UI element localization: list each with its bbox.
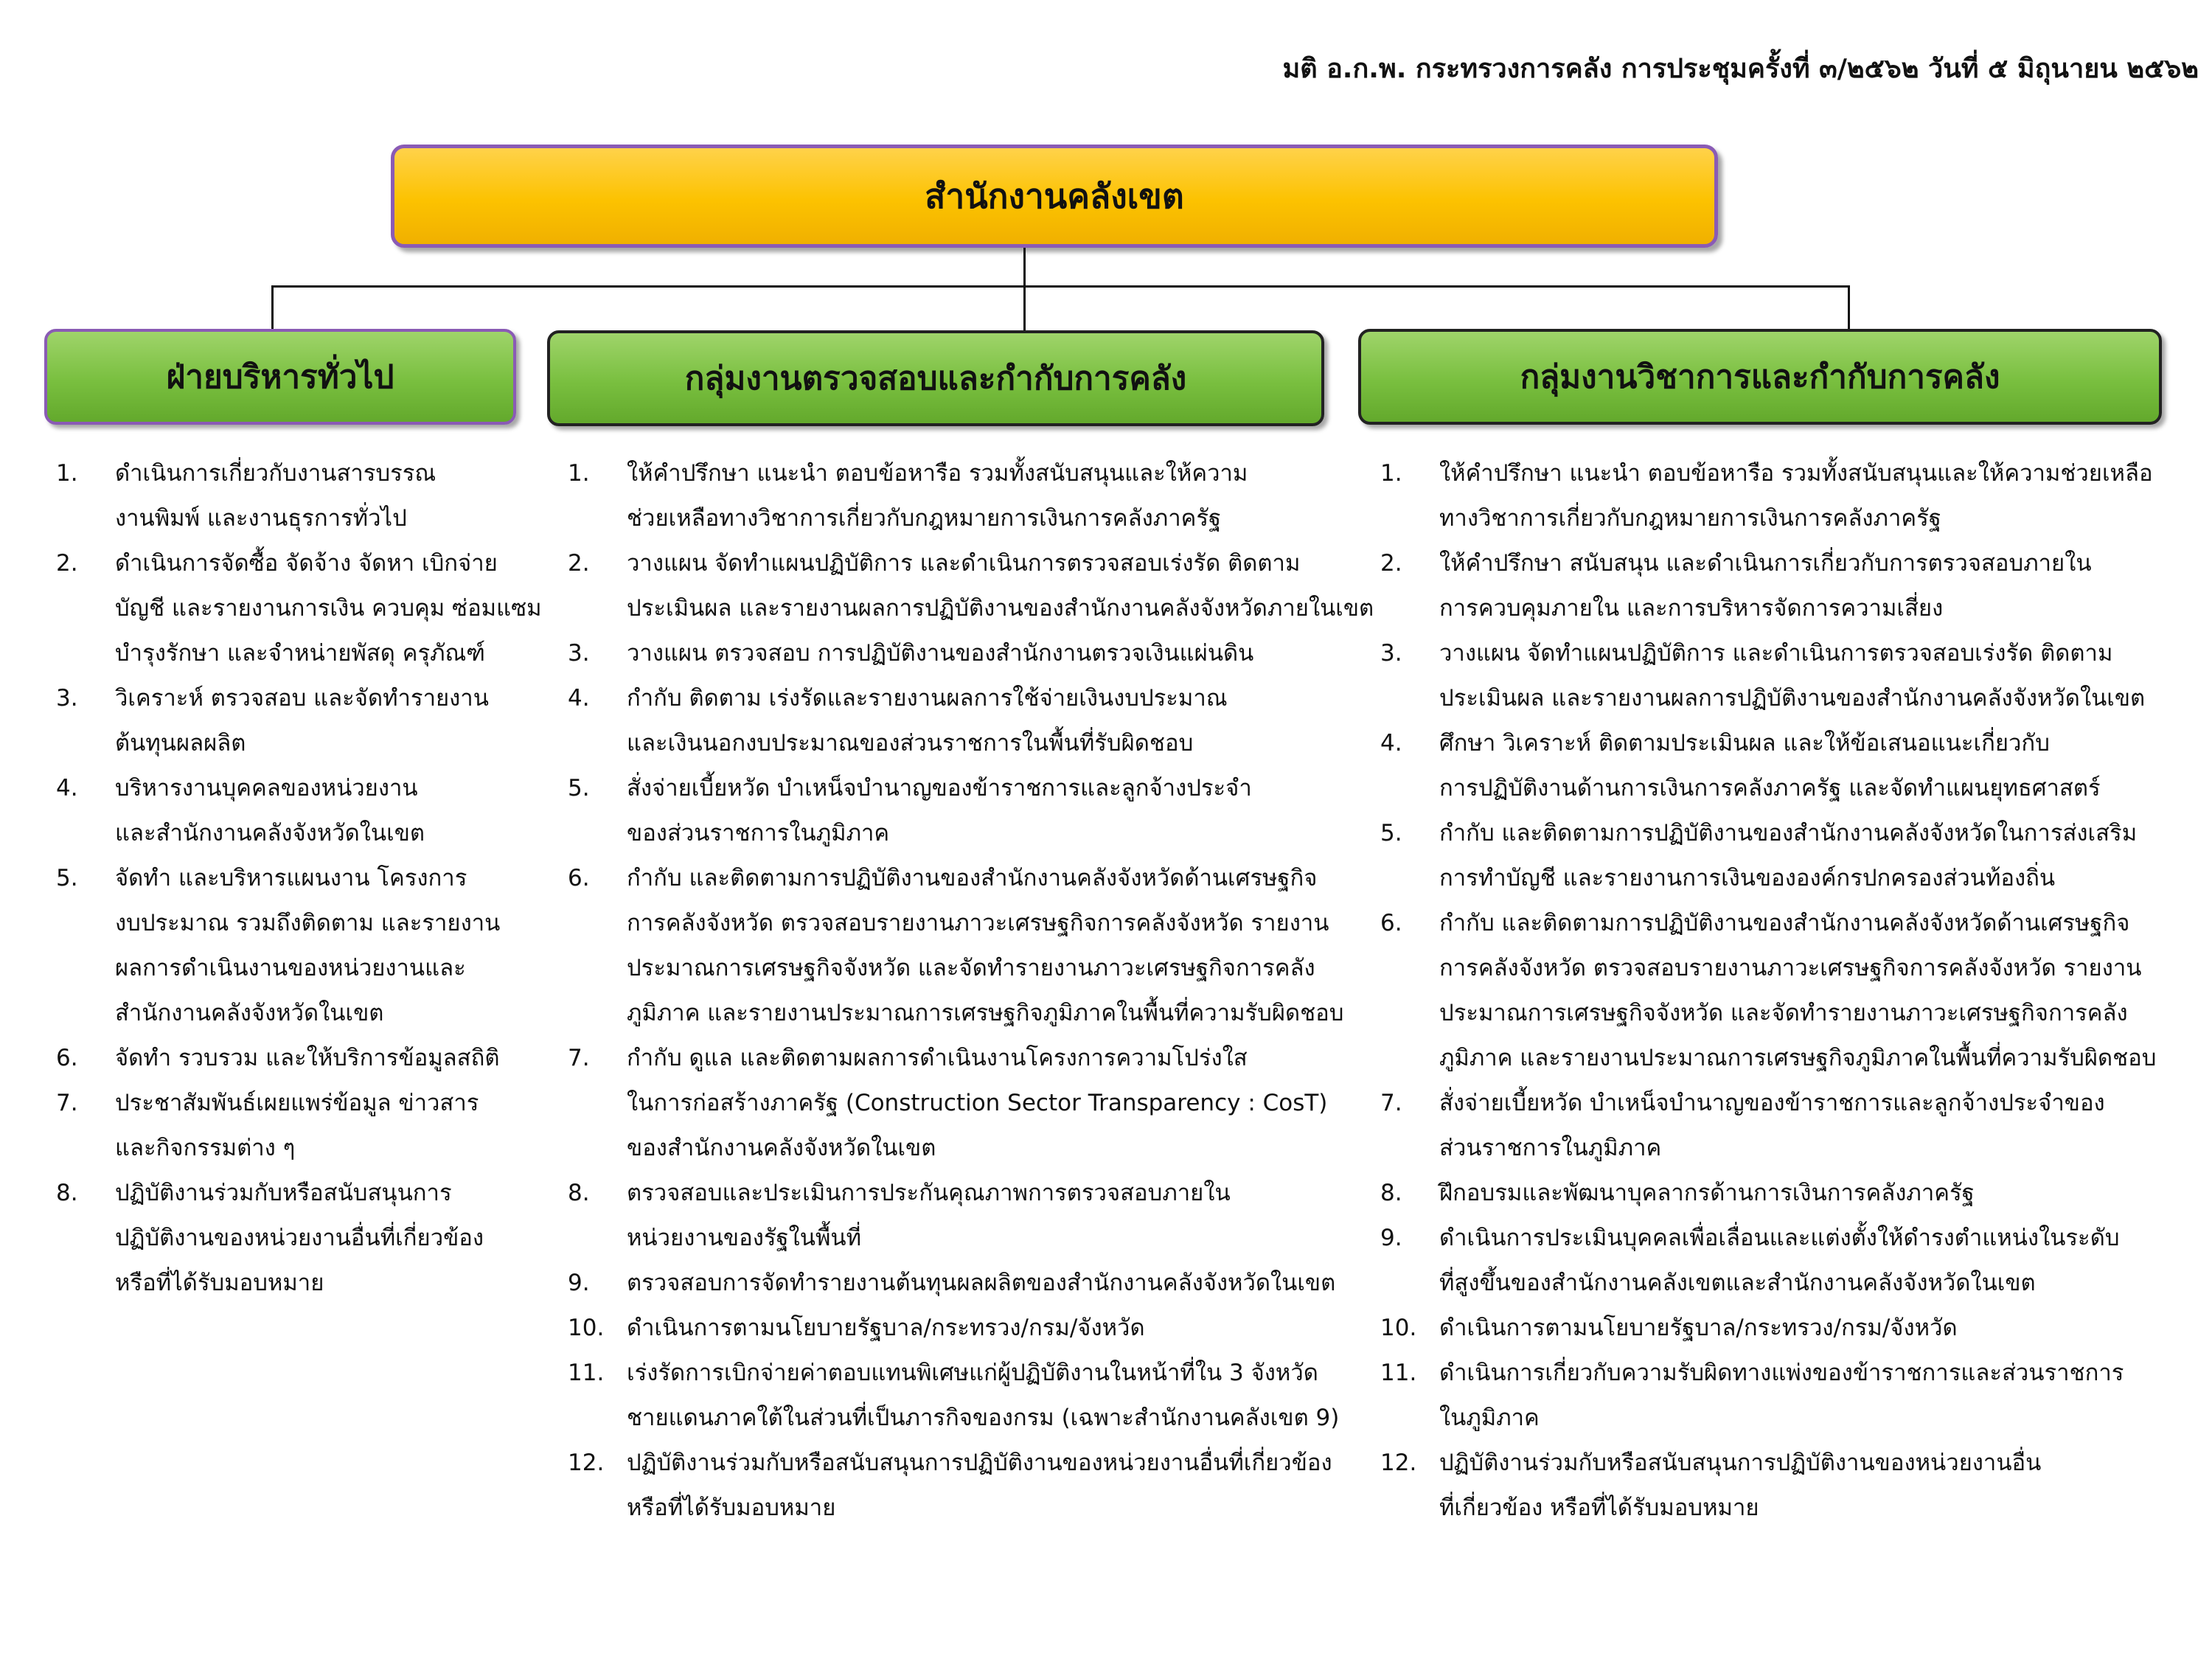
duty-item-number: 6.: [568, 865, 590, 891]
duty-item-number: 12.: [1380, 1450, 1417, 1476]
duty-item-text-line: บริหารงานบุคคลของหน่วยงาน: [115, 775, 418, 801]
duty-item-text-line: ตรวจสอบและประเมินการประกันคุณภาพการตรวจสอบภายใน: [627, 1180, 1231, 1206]
duty-item: [568, 1351, 1349, 1441]
duty-item: [568, 541, 1374, 631]
duty-item: [568, 1261, 1349, 1306]
duty-item: [1380, 1216, 2177, 1306]
duty-item-text-line: หรือที่ได้รับมอบหมาย: [115, 1270, 324, 1296]
duty-item-text-line: ดำเนินการเกี่ยวกับความรับผิดทางแพ่งของข้าราชการและส่วนราชการ: [1439, 1360, 2124, 1386]
duty-item-text-line: ภูมิภาค และรายงานประมาณการเศรษฐกิจภูมิภาคในพื้นที่ความรับผิดชอบ: [627, 1000, 1344, 1026]
duty-item: [56, 676, 528, 766]
duty-item-number: 9.: [1380, 1225, 1402, 1251]
duty-item: [56, 541, 542, 676]
duty-item: [1380, 631, 2177, 721]
duty-item-text-line: ปฏิบัติงานของหน่วยงานอื่นที่เกี่ยวข้อง: [115, 1225, 484, 1251]
duty-item-number: 6.: [56, 1045, 78, 1071]
unit-audit-and-fiscal-supervision: [547, 330, 1324, 426]
duty-item: [56, 1171, 528, 1306]
duty-item-text-line: ประเมินผล และรายงานผลการปฏิบัติงานของสำนักงานคลังจังหวัดในเขต: [1439, 685, 2146, 712]
unit-label: กลุ่มงานตรวจสอบและกำกับการคลัง: [684, 360, 1187, 397]
duty-item: [568, 451, 1349, 541]
duty-item-text-line: ชายแดนภาคใต้ในส่วนที่เป็นภารกิจของกรม (เฉพาะสำนักงานคลังเขต 9): [627, 1405, 1340, 1431]
duty-item-text-line: ปฏิบัติงานร่วมกับหรือสนับสนุนการปฏิบัติงานของหน่วยงานอื่นที่เกี่ยวข้อง: [627, 1450, 1332, 1476]
duty-item: [1380, 1441, 2177, 1531]
duty-item-number: 3.: [568, 640, 590, 667]
duty-item: [568, 856, 1349, 1036]
duty-item-text-line: และกิจกรรมต่าง ๆ: [115, 1135, 296, 1161]
connector-left-down: [271, 285, 274, 330]
duty-item-text-line: ประมาณการเศรษฐกิจจังหวัด และจัดทำรายงานภาวะเศรษฐกิจการคลัง: [1439, 1000, 2128, 1026]
duty-item-text-line: หน่วยงานของรัฐในพื้นที่: [627, 1225, 862, 1251]
duty-item-text-line: งานพิมพ์ และงานธุรการทั่วไป: [115, 505, 407, 532]
duty-item-text-line: การปฏิบัติงานด้านการเงินการคลังภาครัฐ และจัดทำแผนยุทธศาสตร์: [1439, 775, 2101, 801]
duty-item-text-line: ทางวิชาการเกี่ยวกับกฎหมายการเงินการคลังภาครัฐ: [1439, 505, 1941, 532]
duty-item-text-line: หรือที่ได้รับมอบหมาย: [627, 1495, 836, 1521]
duty-item-text-line: ภูมิภาค และรายงานประมาณการเศรษฐกิจภูมิภาคในพื้นที่ความรับผิดชอบ: [1439, 1045, 2157, 1071]
duty-item: [56, 856, 528, 1036]
duty-item-text-line: และเงินนอกงบประมาณของส่วนราชการในพื้นที่รับผิดชอบ: [627, 730, 1194, 757]
duty-item: [56, 1036, 528, 1081]
duty-item-text-line: สั่งจ่ายเบี้ยหวัด บำเหน็จบำนาญของข้าราชการและลูกจ้างประจำของ: [1439, 1090, 2105, 1116]
duty-item-text-line: ศึกษา วิเคราะห์ ติดตามประเมินผล และให้ข้อเสนอแนะเกี่ยวกับ: [1439, 730, 2050, 757]
duty-item: [1380, 451, 2177, 541]
duty-item-text-line: ช่วยเหลือทางวิชาการเกี่ยวกับกฎหมายการเงินการคลังภาครัฐ: [627, 505, 1222, 532]
duty-item: [568, 766, 1349, 856]
duty-item-text-line: ของส่วนราชการในภูมิภาค: [627, 820, 890, 846]
duty-item: [1380, 1351, 2177, 1441]
duty-item-text-line: สำนักงานคลังจังหวัดในเขต: [115, 1000, 384, 1026]
duty-item-number: 5.: [1380, 820, 1402, 846]
duties-list-general-administration: [56, 451, 542, 1306]
duty-item-number: 5.: [568, 775, 590, 801]
duty-item: [568, 631, 1349, 676]
unit-label: ฝ่ายบริหารทั่วไป: [166, 358, 394, 396]
duty-item-number: 7.: [1380, 1090, 1402, 1116]
duty-item-text-line: และสำนักงานคลังจังหวัดในเขต: [115, 820, 425, 846]
meeting-resolution-note: มติ อ.ก.พ. กระทรวงการคลัง การประชุมครั้งที่ ๓/๒๕๖๒ วันที่ ๕ มิถุนายน ๒๕๖๒: [1282, 54, 2199, 84]
duty-item-text-line: สั่งจ่ายเบี้ยหวัด บำเหน็จบำนาญของข้าราชการและลูกจ้างประจำ: [627, 775, 1252, 801]
duty-item-number: 1.: [1380, 460, 1402, 487]
root-node-label: สำนักงานคลังเขต: [925, 175, 1184, 216]
duty-item-text-line: จัดทำ และบริหารแผนงาน โครงการ: [115, 865, 467, 891]
duty-item-number: 4.: [568, 685, 590, 712]
duty-item: [568, 1306, 1349, 1351]
duty-item-text-line: ฝึกอบรมและพัฒนาบุคลากรด้านการเงินการคลังภาครัฐ: [1439, 1180, 1975, 1206]
duty-item-text-line: ดำเนินการประเมินบุคคลเพื่อเลื่อนและแต่งตั้งให้ดำรงตำแหน่งในระดับ: [1439, 1225, 2120, 1251]
duty-item-number: 6.: [1380, 910, 1402, 936]
duty-item-number: 8.: [1380, 1180, 1402, 1206]
duty-item-text-line: วางแผน จัดทำแผนปฏิบัติการ และดำเนินการตรวจสอบเร่งรัด ติดตาม: [1439, 640, 2113, 667]
duty-item-text-line: ที่เกี่ยวข้อง หรือที่ได้รับมอบหมาย: [1439, 1495, 1759, 1521]
duty-item-text-line: การคลังจังหวัด ตรวจสอบรายงานภาวะเศรษฐกิจการคลังจังหวัด รายงาน: [1439, 955, 2142, 981]
duties-list-academic-and-fiscal-supervision: [1380, 451, 2177, 1531]
connector-root-down: [1023, 248, 1026, 330]
duty-item: [1380, 1306, 2177, 1351]
duty-item-text-line: ประมาณการเศรษฐกิจจังหวัด และจัดทำรายงานภาวะเศรษฐกิจการคลัง: [627, 955, 1315, 981]
duty-item-number: 3.: [56, 685, 78, 712]
duty-item-number: 7.: [56, 1090, 78, 1116]
duty-item-text-line: จัดทำ รวบรวม และให้บริการข้อมูลสถิติ: [115, 1045, 500, 1071]
duty-item-text-line: กำกับ ดูแล และติดตามผลการดำเนินงานโครงการความโปร่งใส: [627, 1045, 1248, 1071]
duty-item-text-line: กำกับ และติดตามการปฏิบัติงานของสำนักงานคลังจังหวัดในการส่งเสริม: [1439, 820, 2138, 846]
duty-item-text-line: งบประมาณ รวมถึงติดตาม และรายงาน: [115, 910, 501, 936]
duty-item: [1380, 1081, 2177, 1171]
duty-item-text-line: ให้คำปรึกษา แนะนำ ตอบข้อหารือ รวมทั้งสนับสนุนและให้ความ: [627, 460, 1248, 487]
duty-item-text-line: ประเมินผล และรายงานผลการปฏิบัติงานของสำนักงานคลังจังหวัดภายในเขต: [627, 595, 1374, 622]
duty-item-text-line: กำกับ และติดตามการปฏิบัติงานของสำนักงานคลังจังหวัดด้านเศรษฐกิจ: [627, 865, 1318, 891]
duty-item-number: 3.: [1380, 640, 1402, 667]
duty-item-number: 2.: [56, 550, 78, 577]
duty-item-text-line: กำกับ ติดตาม เร่งรัดและรายงานผลการใช้จ่ายเงินงบประมาณ: [627, 685, 1228, 712]
duty-item-text-line: ต้นทุนผลผลิต: [115, 730, 246, 757]
duty-item-text-line: ในการก่อสร้างภาครัฐ (Construction Sector Transparency : CosT): [627, 1090, 1328, 1116]
duty-item-number: 7.: [568, 1045, 590, 1071]
duty-item-number: 2.: [1380, 550, 1402, 577]
duty-item: [1380, 901, 2177, 1081]
duty-item-text-line: การควบคุมภายใน และการบริหารจัดการความเสี่ยง: [1439, 595, 1944, 622]
duty-item-text-line: กำกับ และติดตามการปฏิบัติงานของสำนักงานคลังจังหวัดด้านเศรษฐกิจ: [1439, 910, 2130, 936]
duty-item-number: 8.: [56, 1180, 78, 1206]
unit-academic-and-fiscal-supervision: [1358, 329, 2162, 425]
duty-item-text-line: ดำเนินการตามนโยบายรัฐบาล/กระทรวง/กรม/จังหวัด: [1439, 1315, 1958, 1341]
duty-item-text-line: ส่วนราชการในภูมิภาค: [1439, 1135, 1662, 1161]
duty-item-text-line: ดำเนินการจัดซื้อ จัดจ้าง จัดหา เบิกจ่าย: [115, 550, 498, 577]
duty-item-number: 12.: [568, 1450, 605, 1476]
duty-item: [568, 1441, 1349, 1531]
duty-item-number: 2.: [568, 550, 590, 577]
connector-horizontal: [271, 285, 1850, 288]
connector-right-down: [1848, 285, 1850, 330]
duty-item-text-line: วางแผน จัดทำแผนปฏิบัติการ และดำเนินการตรวจสอบเร่งรัด ติดตาม: [627, 550, 1301, 577]
duty-item-text-line: บำรุงรักษา และจำหน่ายพัสดุ ครุภัณฑ์: [115, 640, 486, 667]
duty-item: [568, 1036, 1349, 1171]
duty-item-text-line: เร่งรัดการเบิกจ่ายค่าตอบแทนพิเศษแก่ผู้ปฏิบัติงานในหน้าที่ใน 3 จังหวัด: [627, 1360, 1318, 1386]
duties-list-audit-and-fiscal-supervision: [568, 451, 1374, 1531]
duty-item: [56, 451, 528, 541]
duty-item-text-line: ให้คำปรึกษา แนะนำ ตอบข้อหารือ รวมทั้งสนับสนุนและให้ความช่วยเหลือ: [1439, 460, 2153, 487]
duty-item: [1380, 811, 2177, 901]
duty-item-text-line: วิเคราะห์ ตรวจสอบ และจัดทำรายงาน: [115, 685, 489, 712]
root-node-regional-treasury-office: [391, 145, 1718, 248]
duty-item: [1380, 1171, 2177, 1216]
duty-item-text-line: ดำเนินการตามนโยบายรัฐบาล/กระทรวง/กรม/จังหวัด: [627, 1315, 1145, 1341]
duty-item-text-line: ตรวจสอบการจัดทำรายงานต้นทุนผลผลิตของสำนักงานคลังจังหวัดในเขต: [627, 1270, 1336, 1296]
duty-item-number: 10.: [1380, 1315, 1417, 1341]
duty-item: [1380, 541, 2177, 631]
duty-item-number: 8.: [568, 1180, 590, 1206]
duty-item-text-line: ที่สูงขึ้นของสำนักงานคลังเขตและสำนักงานคลังจังหวัดในเขต: [1439, 1270, 2036, 1296]
duty-item-number: 4.: [1380, 730, 1402, 757]
duty-item-text-line: วางแผน ตรวจสอบ การปฏิบัติงานของสำนักงานตรวจเงินแผ่นดิน: [627, 640, 1254, 667]
duty-item: [1380, 721, 2177, 811]
duty-item: [568, 676, 1349, 766]
duty-item-number: 9.: [568, 1270, 590, 1296]
duty-item-text-line: ประชาสัมพันธ์เผยแพร่ข้อมูล ข่าวสาร: [115, 1090, 479, 1116]
duty-item-number: 10.: [568, 1315, 605, 1341]
duty-item-text-line: ปฏิบัติงานร่วมกับหรือสนับสนุนการ: [115, 1180, 452, 1206]
duty-item-text-line: ให้คำปรึกษา สนับสนุน และดำเนินการเกี่ยวกับการตรวจสอบภายใน: [1439, 550, 2092, 577]
duty-item-text-line: ปฏิบัติงานร่วมกับหรือสนับสนุนการปฏิบัติงานของหน่วยงานอื่น: [1439, 1450, 2042, 1476]
duty-item-text-line: การคลังจังหวัด ตรวจสอบรายงานภาวะเศรษฐกิจการคลังจังหวัด รายงาน: [627, 910, 1329, 936]
duty-item-number: 11.: [1380, 1360, 1417, 1386]
duty-item-text-line: ในภูมิภาค: [1439, 1405, 1540, 1431]
duty-item-text-line: ผลการดำเนินงานของหน่วยงานและ: [115, 955, 466, 981]
duty-item: [56, 1081, 528, 1171]
duty-item-text-line: บัญชี และรายงานการเงิน ควบคุม ซ่อมแซม: [115, 595, 542, 622]
duty-item-number: 1.: [56, 460, 78, 487]
duty-item-number: 11.: [568, 1360, 605, 1386]
duty-item-text-line: การทำบัญชี และรายงานการเงินขององค์กรปกครองส่วนท้องถิ่น: [1439, 865, 2056, 891]
duty-item-text-line: ของสำนักงานคลังจังหวัดในเขต: [627, 1135, 936, 1161]
unit-label: กลุ่มงานวิชาการและกำกับการคลัง: [1520, 358, 2000, 396]
duty-item: [56, 766, 528, 856]
duty-item-number: 4.: [56, 775, 78, 801]
duty-item: [568, 1171, 1349, 1261]
duty-item-number: 5.: [56, 865, 78, 891]
unit-general-administration: [44, 329, 516, 425]
duty-item-number: 1.: [568, 460, 590, 487]
duty-item-text-line: ดำเนินการเกี่ยวกับงานสารบรรณ: [115, 460, 437, 487]
